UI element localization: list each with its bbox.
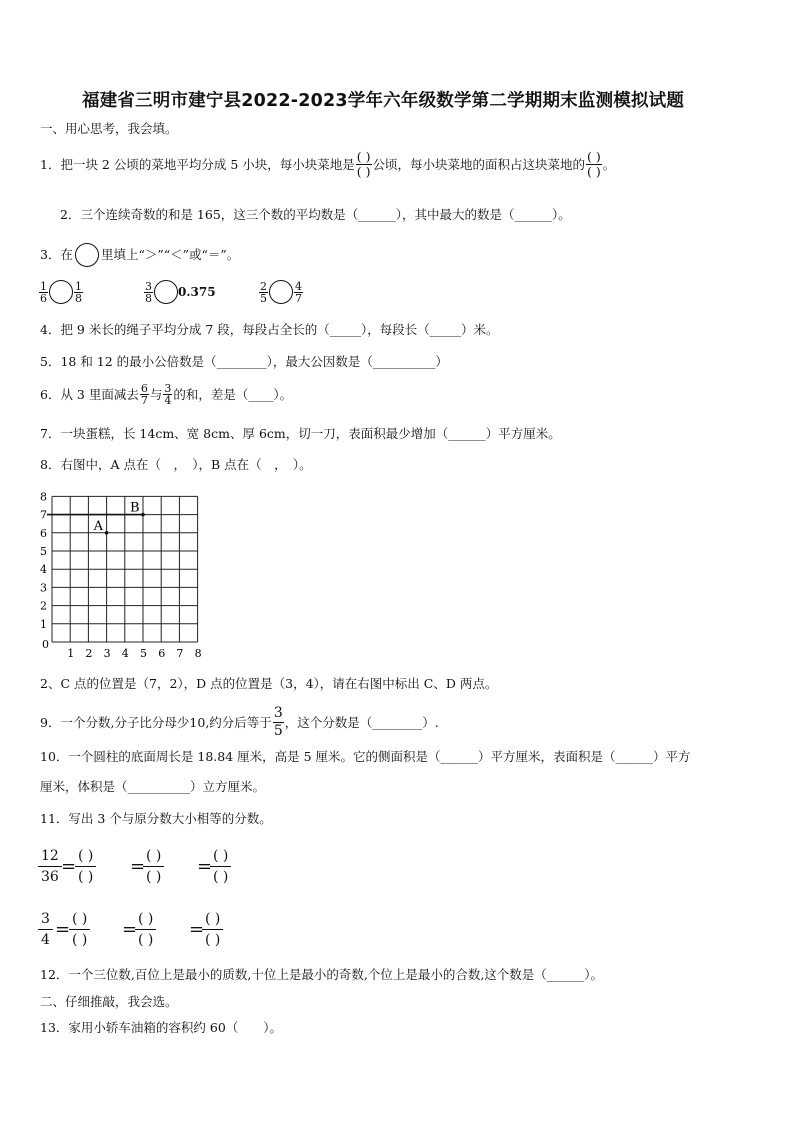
grid-point-B: [141, 513, 145, 517]
fraction: $\frac{1}{6}$: [40, 279, 47, 305]
original-fraction-3-4: 3 4: [38, 909, 53, 950]
y-tick-label: 7: [40, 508, 47, 522]
q6-text-mid: 与: [149, 386, 163, 402]
blank-fraction[interactable]: ( ) ( ): [75, 846, 96, 887]
question-6: [40, 383, 292, 406]
question-4: 4．把 9 米长的绳子平均分成 7 段，每段占全长的（_____），每段长（_____）米。: [40, 322, 499, 337]
y-tick-label: 2: [40, 599, 47, 613]
coordinate-grid: [34, 487, 234, 662]
y-tick-label: 1: [40, 617, 47, 631]
question-7: 7．一块蛋糕，长 14cm、宽 8cm、厚 6cm，切一刀，表面积最少增加（______）平方厘米。: [40, 426, 561, 441]
x-tick-label: 3: [103, 647, 111, 660]
question-3: [40, 243, 239, 267]
x-tick-label: 2: [85, 647, 93, 660]
question-13: 13．家用小轿车油箱的容积约 60（ ）。: [40, 1020, 283, 1035]
point-label-B: B: [130, 500, 140, 516]
x-tick-label: 6: [158, 647, 166, 660]
question-8-part-2: 2、C 点的位置是（7，2），D 点的位置是（3，4），请在右图中标出 C、D 两点。: [40, 676, 498, 691]
point-label-A: A: [93, 518, 103, 534]
compare-item-3: [258, 280, 304, 304]
question-11: 11．写出 3 个与原分数大小相等的分数。: [40, 811, 272, 826]
y-tick-label: 8: [40, 490, 47, 504]
equals-sign: =: [55, 919, 71, 940]
fraction: $\frac{3}{4}$: [164, 382, 172, 407]
question-10-line-2: 厘米，体积是（__________）立方厘米。: [40, 779, 266, 794]
blank-fraction[interactable]: ( ) ( ): [143, 846, 164, 887]
q1-blank-fraction-1: [356, 150, 372, 179]
y-tick-label: 5: [40, 545, 47, 558]
compare-item-2: [143, 280, 216, 304]
x-tick-label: 8: [194, 647, 202, 660]
x-tick-label: 4: [121, 647, 129, 660]
question-1: [40, 150, 615, 179]
answer-circle[interactable]: [269, 280, 293, 304]
answer-circle[interactable]: [154, 280, 178, 304]
y-tick-label: 3: [40, 581, 47, 595]
x-tick-label: 1: [67, 647, 75, 660]
equals-sign: =: [189, 919, 205, 940]
fraction: $\frac{4}{7}$: [295, 279, 302, 305]
x-tick-label: 7: [176, 647, 184, 660]
fraction: $\frac{6}{7}$: [140, 382, 148, 407]
question-5: 5．18 和 12 的最小公倍数是（________），最大公因数是（__________）: [40, 354, 448, 369]
x-tick-label: 5: [140, 647, 147, 660]
blank-denominator: ( ): [587, 164, 601, 179]
grid-point-A: [105, 531, 109, 535]
blank-fraction[interactable]: ( ) ( ): [202, 909, 223, 950]
blank-fraction[interactable]: ( ) ( ): [69, 909, 90, 950]
blank-numerator: ( ): [356, 149, 371, 164]
blank-denominator: ( ): [356, 164, 371, 179]
q3-text-a: 3．在: [40, 247, 73, 262]
fraction: $\frac{1}{8}$: [75, 279, 82, 305]
q6-text-b: 的和，差是（____）。: [173, 386, 293, 402]
origin-label: 0: [42, 638, 49, 651]
compare-item-1: [38, 280, 84, 304]
decimal-value: 0.375: [178, 285, 216, 299]
question-8: 8．右图中，A 点在（ ， ），B 点在（ ， ）。: [40, 457, 312, 472]
blank-fraction[interactable]: ( ) ( ): [210, 846, 231, 887]
equals-sign: =: [122, 919, 138, 940]
q1-text-b: 公顷，每小块菜地的面积占这块菜地的: [372, 156, 586, 172]
equals-sign: =: [61, 856, 77, 877]
q9-text-b: ，这个分数是（________）.: [284, 714, 439, 730]
q1-text-a: 1．把一块 2 公顷的菜地平均分成 5 小块，每小块菜地是: [40, 156, 355, 172]
y-tick-label: 4: [40, 563, 47, 577]
question-10-line-1: 10．一个圆柱的底面周长是 18.84 厘米，高是 5 厘米。它的侧面积是（______）平方厘米，表面积是（______）平方: [40, 749, 691, 764]
q3-text-b: 里填上“＞”“＜”或“＝”。: [100, 247, 240, 262]
question-9: [40, 705, 439, 740]
blank-fraction[interactable]: ( ) ( ): [135, 909, 156, 950]
y-tick-label: 6: [40, 526, 47, 540]
original-fraction-12-36: 12 36: [38, 846, 62, 887]
question-2: 2．三个连续奇数的和是 165，这三个数的平均数是（______），其中最大的数是（______）。: [60, 207, 571, 222]
fraction: $\frac{3}{8}$: [145, 279, 152, 305]
answer-circle[interactable]: [49, 280, 73, 304]
equals-sign: =: [130, 856, 146, 877]
question-12: 12．一个三位数,百位上是最小的质数,十位上是最小的奇数,个位上是最小的合数,这个数是（______）。: [40, 967, 604, 982]
fraction: $\frac{3}{5}$: [273, 705, 283, 739]
fraction: $\frac{2}{5}$: [260, 279, 267, 305]
q1-end: 。: [602, 156, 616, 172]
q1-blank-fraction-2: [586, 150, 602, 179]
q6-text-a: 6．从 3 里面减去: [40, 386, 139, 402]
blank-numerator: ( ): [587, 149, 601, 164]
section-heading-2: 二、仔细推敲，我会选。: [40, 994, 178, 1009]
equals-sign: =: [197, 856, 213, 877]
page-title: 福建省三明市建宁县2022-2023学年六年级数学第二学期期末监测模拟试题: [82, 91, 685, 111]
section-heading-1: 一、用心思考，我会填。: [40, 121, 178, 136]
compare-circle: [75, 243, 99, 267]
q9-text-a: 9．一个分数,分子比分母少10,约分后等于: [40, 714, 272, 730]
